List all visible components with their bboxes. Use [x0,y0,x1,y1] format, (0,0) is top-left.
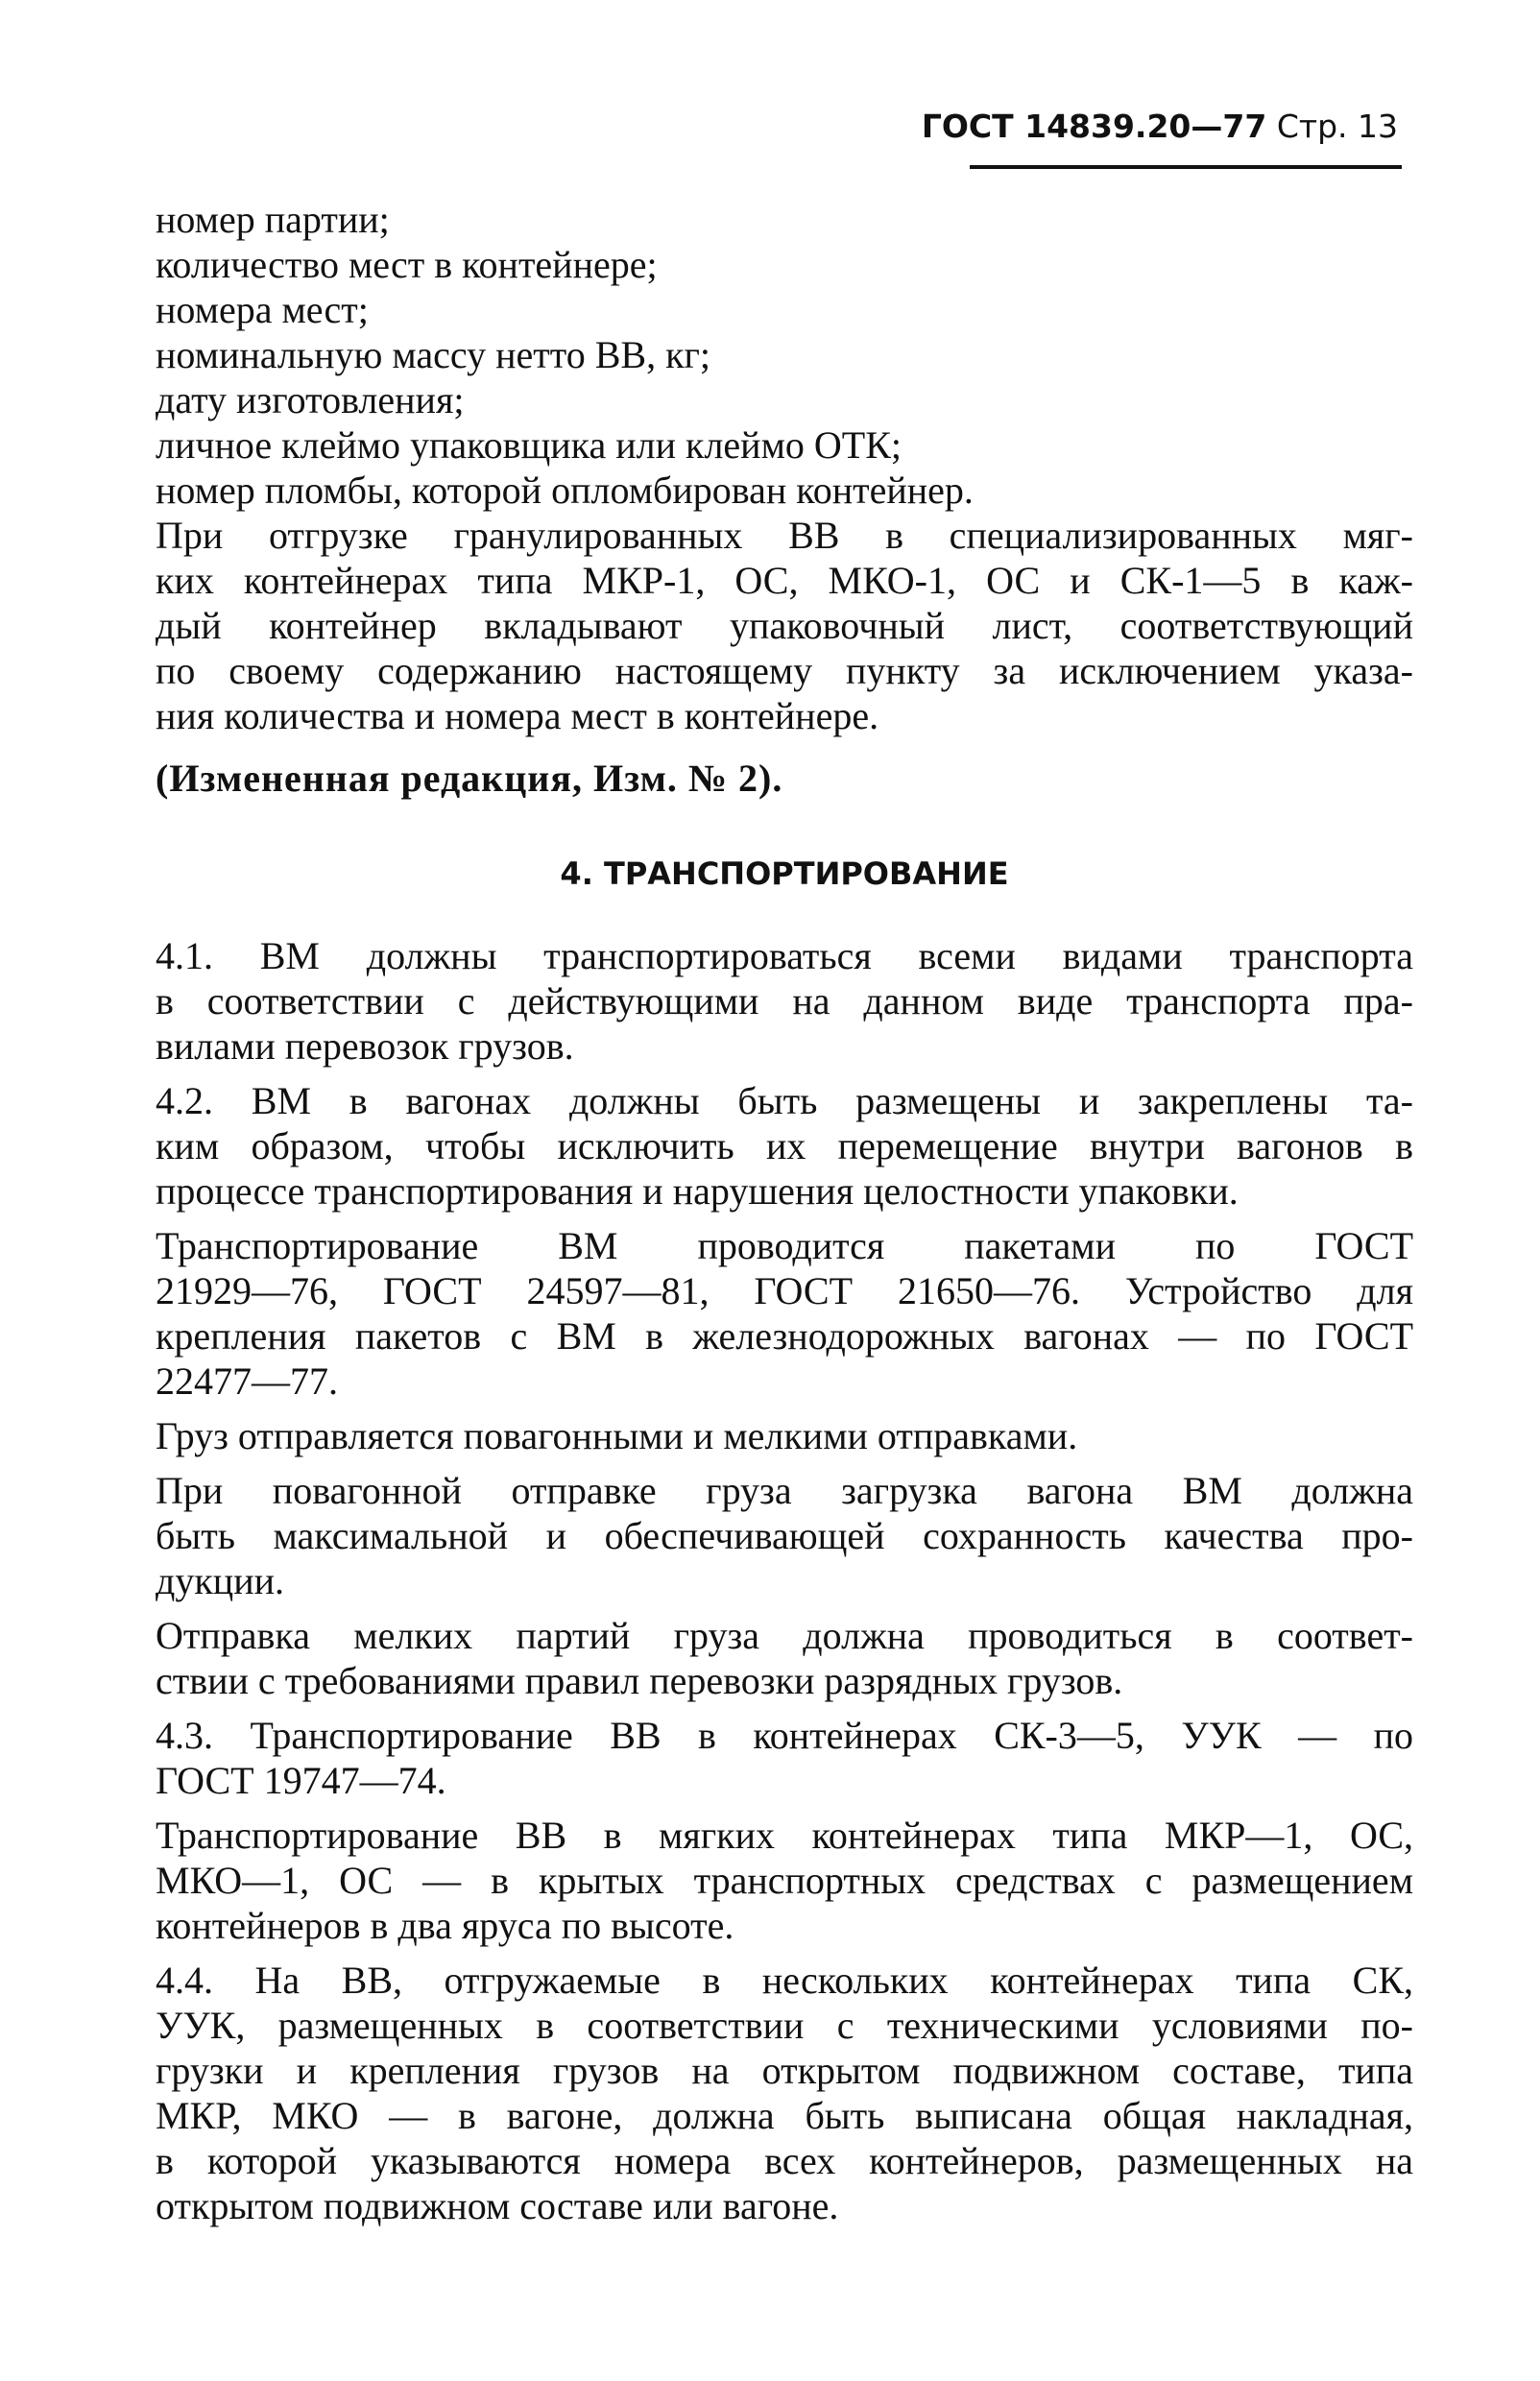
text-line: 4.3. Транспортирование ВВ в контейнерах СК-3—5, УУК — по [156,1714,1413,1757]
text-line: Груз отправляется повагонными и мелкими отправками. [156,1414,1078,1457]
text-line: При повагонной отправке груза загрузка вагона ВМ должна [156,1469,1413,1512]
text-line: ких контейнерах типа МКР-1, ОС, МКО-1, ОС и СК-1—5 в каж- [156,559,1413,602]
paragraph-4-2 [156,1078,1413,1214]
text-line: по своему содержанию настоящему пункту за исключением указа- [156,649,1413,692]
text-line: Отправка мелких партий груза должна проводиться в соответ- [156,1614,1413,1657]
list-item: личное клеймо упаковщика или клеймо ОТК; [156,423,902,467]
text-line: ким образом, чтобы исключить их перемещение внутри вагонов в [156,1124,1413,1167]
text-line: процессе транспортирования и нарушения целостности упаковки. [156,1169,1239,1213]
text-line: дый контейнер вкладывают упаковочный лист, соответствующий [156,604,1413,647]
text-line: открытом подвижном составе или вагоне. [156,2184,839,2227]
text-line: Транспортирование ВВ в мягких контейнерах типа МКР—1, ОС, [156,1814,1413,1857]
text-line: быть максимальной и обеспечивающей сохранность качества про- [156,1514,1413,1557]
text-line: вилами перевозок грузов. [156,1024,574,1068]
list-item: номер пломбы, которой опломбирован контейнер. [156,469,974,512]
marking-list [156,197,1413,513]
document-body [156,197,1413,2228]
page-number: Стр. 13 [1276,108,1398,145]
text-line: грузки и крепления грузов на открытом подвижном составе, типа [156,2049,1413,2092]
text-line: 21929—76, ГОСТ 24597—81, ГОСТ 21650—76. Устройство для [156,1269,1413,1312]
list-item: дату изготовления; [156,378,465,421]
amendment-note: (Измененная редакция, Изм. № 2). [156,757,783,800]
header-rule [970,165,1402,169]
paragraph-packing-list [156,513,1413,738]
paragraph-soft-containers [156,1813,1413,1948]
text-line: контейнеров в два яруса по высоте. [156,1904,734,1947]
list-item: номера мест; [156,288,369,331]
list-item: номер партии; [156,198,390,241]
section-title: 4. ТРАНСПОРТИРОВАНИЕ [560,855,1009,892]
text-line: Транспортирование ВМ проводится пакетами по ГОСТ [156,1224,1413,1267]
standard-number: ГОСТ 14839.20—77 [921,108,1267,145]
text-line: 4.4. На ВВ, отгружаемые в нескольких контейнерах типа СК, [156,1959,1413,2002]
text-line: 4.2. ВМ в вагонах должны быть размещены и закреплены та- [156,1079,1413,1122]
paragraph-small-lots [156,1613,1413,1703]
page-header [922,108,1398,146]
list-item: номинальную массу нетто ВВ, кг; [156,333,711,376]
text-line: дукции. [156,1559,285,1602]
paragraph-shipment-types [156,1413,1413,1458]
text-line: ния количества и номера мест в контейнере. [156,694,879,737]
paragraph-4-3 [156,1713,1413,1803]
text-line: ствии с требованиями правил перевозки разрядных грузов. [156,1659,1123,1702]
text-line: МКР, МКО — в вагоне, должна быть выписана общая накладная, [156,2094,1413,2137]
list-item: количество мест в контейнере; [156,243,658,286]
text-line: При отгрузке гранулированных ВВ в специализированных мяг- [156,514,1413,557]
text-line: УУК, размещенных в соответствии с техническими условиями по- [156,2004,1413,2047]
text-line: 22477—77. [156,1359,338,1403]
text-line: крепления пакетов с ВМ в железнодорожных вагонах — по ГОСТ [156,1314,1413,1358]
text-line: 4.1. ВМ должны транспортироваться всеми видами транспорта [156,934,1413,977]
paragraph-4-1 [156,933,1413,1069]
paragraph-4-4 [156,1958,1413,2228]
text-line: ГОСТ 19747—74. [156,1759,446,1802]
paragraph-wagon-load [156,1468,1413,1603]
text-line: МКО—1, ОС — в крытых транспортных средствах с размещением [156,1859,1413,1902]
text-line: в которой указываются номера всех контейнеров, размещенных на [156,2139,1413,2182]
paragraph-packages [156,1223,1413,1404]
text-line: в соответствии с действующими на данном виде транспорта пра- [156,979,1413,1022]
